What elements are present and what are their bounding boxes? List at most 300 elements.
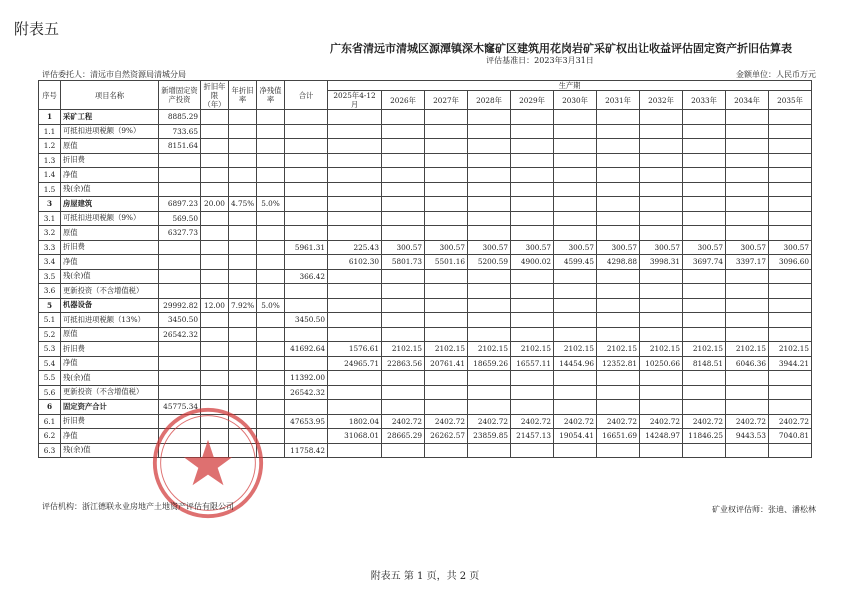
row-year-value [726, 385, 769, 400]
row-annual-rate [229, 153, 257, 168]
row-year-value [328, 124, 382, 139]
row-total [285, 139, 328, 154]
header-year: 2028年 [468, 91, 511, 110]
row-year-value: 2102.15 [597, 342, 640, 357]
row-dep-years [201, 313, 229, 328]
row-year-value: 20761.41 [425, 356, 468, 371]
row-year-value [726, 269, 769, 284]
row-year-value [640, 298, 683, 313]
table-row [39, 182, 812, 197]
row-dep-years [201, 400, 229, 415]
row-year-value [511, 110, 554, 125]
row-residual-rate [257, 255, 285, 270]
row-year-value [468, 371, 511, 386]
row-year-value [554, 400, 597, 415]
row-annual-rate [229, 443, 257, 458]
row-seq: 3.6 [39, 284, 61, 299]
table-row [39, 342, 812, 357]
row-year-value [425, 298, 468, 313]
row-residual-rate [257, 168, 285, 183]
row-seq: 3.5 [39, 269, 61, 284]
row-item-name: 原值 [61, 226, 159, 241]
row-year-value [554, 443, 597, 458]
row-year-value [425, 153, 468, 168]
row-year-value: 4900.02 [511, 255, 554, 270]
row-item-name: 残(余)值 [61, 269, 159, 284]
row-year-value [769, 385, 812, 400]
row-total [285, 153, 328, 168]
row-year-value [769, 371, 812, 386]
row-residual-rate [257, 153, 285, 168]
row-item-name: 折旧费 [61, 414, 159, 429]
header-new-investment: 新增固定资产投资 [159, 81, 201, 110]
row-year-value [769, 124, 812, 139]
row-year-value [468, 443, 511, 458]
row-seq: 1.4 [39, 168, 61, 183]
row-item-name: 原值 [61, 327, 159, 342]
row-item-name: 残(余)值 [61, 182, 159, 197]
row-total [285, 124, 328, 139]
row-year-value [726, 124, 769, 139]
row-year-value: 24965.71 [328, 356, 382, 371]
row-residual-rate [257, 327, 285, 342]
row-annual-rate [229, 182, 257, 197]
row-year-value [597, 385, 640, 400]
row-year-value [468, 139, 511, 154]
row-year-value: 3697.74 [683, 255, 726, 270]
row-year-value [554, 211, 597, 226]
table-row [39, 153, 812, 168]
row-item-name: 更新投资（不含增值税） [61, 385, 159, 400]
table-row [39, 284, 812, 299]
row-year-value [468, 168, 511, 183]
row-dep-years [201, 356, 229, 371]
row-year-value [640, 139, 683, 154]
header-seq: 序号 [39, 81, 61, 110]
row-year-value [683, 124, 726, 139]
row-year-value [468, 269, 511, 284]
row-year-value: 2402.72 [468, 414, 511, 429]
row-year-value [328, 110, 382, 125]
row-residual-rate [257, 240, 285, 255]
row-year-value [468, 226, 511, 241]
row-year-value [511, 284, 554, 299]
table-row [39, 414, 812, 429]
row-total [285, 211, 328, 226]
row-dep-years [201, 327, 229, 342]
table-row [39, 168, 812, 183]
row-year-value: 2402.72 [683, 414, 726, 429]
row-year-value: 300.57 [640, 240, 683, 255]
row-year-value: 2402.72 [597, 414, 640, 429]
row-year-value: 5501.16 [425, 255, 468, 270]
row-annual-rate [229, 313, 257, 328]
row-year-value [683, 385, 726, 400]
row-seq: 5.1 [39, 313, 61, 328]
row-annual-rate [229, 284, 257, 299]
row-year-value [597, 153, 640, 168]
row-dep-years [201, 153, 229, 168]
row-annual-rate [229, 124, 257, 139]
row-new-investment [159, 356, 201, 371]
row-item-name: 房屋建筑 [61, 197, 159, 212]
row-year-value [425, 168, 468, 183]
row-year-value: 10250.66 [640, 356, 683, 371]
header-year: 2032年 [640, 91, 683, 110]
row-dep-years [201, 385, 229, 400]
row-year-value [640, 400, 683, 415]
row-residual-rate [257, 429, 285, 444]
row-year-value [328, 400, 382, 415]
row-item-name: 可抵扣进项税额（13%） [61, 313, 159, 328]
row-year-value [511, 211, 554, 226]
row-year-value [554, 153, 597, 168]
table-body [39, 110, 812, 458]
header-year: 2025年4-12月 [328, 91, 382, 110]
row-year-value [328, 211, 382, 226]
header-year: 2035年 [769, 91, 812, 110]
row-year-value [683, 443, 726, 458]
row-year-value [769, 197, 812, 212]
row-year-value: 7040.81 [769, 429, 812, 444]
table-row [39, 211, 812, 226]
row-item-name: 净值 [61, 429, 159, 444]
row-year-value [769, 153, 812, 168]
row-year-value [769, 182, 812, 197]
row-total: 26542.32 [285, 385, 328, 400]
row-year-value [769, 400, 812, 415]
row-year-value [769, 298, 812, 313]
row-year-value [769, 284, 812, 299]
row-year-value [726, 226, 769, 241]
row-year-value [640, 153, 683, 168]
row-year-value [511, 371, 554, 386]
row-year-value [554, 371, 597, 386]
row-total: 5961.31 [285, 240, 328, 255]
row-new-investment [159, 443, 201, 458]
row-year-value: 21457.13 [511, 429, 554, 444]
row-year-value [683, 168, 726, 183]
header-year: 2031年 [597, 91, 640, 110]
header-year: 2034年 [726, 91, 769, 110]
row-year-value: 2102.15 [683, 342, 726, 357]
row-year-value: 300.57 [382, 240, 425, 255]
row-residual-rate [257, 139, 285, 154]
row-year-value [425, 385, 468, 400]
row-total: 11758.42 [285, 443, 328, 458]
table-row [39, 240, 812, 255]
row-new-investment [159, 168, 201, 183]
annex-label: 附表五 [14, 20, 60, 38]
table-row [39, 139, 812, 154]
row-year-value [382, 226, 425, 241]
row-item-name: 净值 [61, 356, 159, 371]
row-year-value [597, 400, 640, 415]
table-row [39, 269, 812, 284]
row-annual-rate [229, 255, 257, 270]
row-year-value [328, 385, 382, 400]
row-residual-rate [257, 110, 285, 125]
row-year-value [554, 182, 597, 197]
row-total [285, 182, 328, 197]
row-year-value [425, 226, 468, 241]
row-year-value [382, 182, 425, 197]
row-residual-rate [257, 385, 285, 400]
row-year-value [554, 327, 597, 342]
row-dep-years: 12.00 [201, 298, 229, 313]
header-annual-rate: 年折旧率 [229, 81, 257, 110]
row-year-value [468, 284, 511, 299]
row-annual-rate [229, 385, 257, 400]
row-year-value [511, 168, 554, 183]
header-year: 2026年 [382, 91, 425, 110]
row-item-name: 残(余)值 [61, 443, 159, 458]
row-seq: 3.2 [39, 226, 61, 241]
row-year-value [683, 153, 726, 168]
row-new-investment: 8885.29 [159, 110, 201, 125]
row-year-value [554, 385, 597, 400]
row-annual-rate [229, 226, 257, 241]
row-year-value: 8148.51 [683, 356, 726, 371]
row-item-name: 残(余)值 [61, 371, 159, 386]
row-year-value: 26262.57 [425, 429, 468, 444]
row-dep-years [201, 342, 229, 357]
row-year-value [683, 269, 726, 284]
row-year-value [511, 400, 554, 415]
row-year-value [769, 110, 812, 125]
row-year-value: 2102.15 [640, 342, 683, 357]
row-year-value [382, 153, 425, 168]
row-residual-rate [257, 182, 285, 197]
row-residual-rate [257, 371, 285, 386]
row-new-investment: 3450.50 [159, 313, 201, 328]
row-annual-rate [229, 400, 257, 415]
row-annual-rate [229, 414, 257, 429]
row-year-value [328, 226, 382, 241]
row-year-value [726, 298, 769, 313]
row-year-value [597, 226, 640, 241]
row-year-value [328, 371, 382, 386]
row-year-value [769, 313, 812, 328]
row-residual-rate [257, 342, 285, 357]
row-year-value: 300.57 [683, 240, 726, 255]
row-total: 3450.50 [285, 313, 328, 328]
row-annual-rate [229, 269, 257, 284]
header-year: 2030年 [554, 91, 597, 110]
table-row [39, 313, 812, 328]
row-year-value [769, 139, 812, 154]
row-year-value [597, 371, 640, 386]
table-row [39, 385, 812, 400]
table-row [39, 298, 812, 313]
depreciation-table [38, 80, 812, 458]
row-total [285, 400, 328, 415]
row-year-value [425, 284, 468, 299]
row-year-value: 4599.45 [554, 255, 597, 270]
row-year-value: 2102.15 [382, 342, 425, 357]
row-year-value [328, 139, 382, 154]
row-year-value [511, 226, 554, 241]
row-year-value [382, 313, 425, 328]
row-year-value [640, 124, 683, 139]
client-label: 评估委托人：清远市自然资源局清城分局 [42, 70, 186, 79]
row-dep-years [201, 124, 229, 139]
row-year-value: 2102.15 [511, 342, 554, 357]
row-new-investment [159, 269, 201, 284]
appraisers: 矿业权评估师：张迪、潘松林 [712, 505, 816, 514]
row-annual-rate [229, 327, 257, 342]
row-year-value [683, 110, 726, 125]
header-item: 项目名称 [61, 81, 159, 110]
row-annual-rate [229, 356, 257, 371]
row-year-value: 2102.15 [468, 342, 511, 357]
row-year-value [726, 182, 769, 197]
row-item-name: 可抵扣进项税额（9%） [61, 124, 159, 139]
row-total [285, 298, 328, 313]
row-new-investment [159, 153, 201, 168]
row-year-value [511, 313, 554, 328]
row-year-value [511, 197, 554, 212]
table-row [39, 226, 812, 241]
row-year-value [425, 443, 468, 458]
header-year: 2029年 [511, 91, 554, 110]
row-year-value [468, 385, 511, 400]
table-row [39, 356, 812, 371]
row-new-investment [159, 385, 201, 400]
row-year-value [382, 211, 425, 226]
row-year-value [382, 139, 425, 154]
appraiser-org: 评估机构：浙江德联永业房地产土地资产评估有限公司 [42, 502, 234, 511]
row-year-value: 23859.85 [468, 429, 511, 444]
table-row [39, 443, 812, 458]
row-new-investment: 45775.34 [159, 400, 201, 415]
row-year-value [468, 110, 511, 125]
row-total: 11392.00 [285, 371, 328, 386]
row-year-value [425, 139, 468, 154]
row-new-investment [159, 429, 201, 444]
row-seq: 6.2 [39, 429, 61, 444]
row-total [285, 356, 328, 371]
row-year-value [726, 139, 769, 154]
row-total [285, 110, 328, 125]
row-year-value [511, 139, 554, 154]
row-year-value [382, 284, 425, 299]
row-year-value [468, 298, 511, 313]
row-item-name: 原值 [61, 139, 159, 154]
row-total [285, 255, 328, 270]
row-year-value [726, 168, 769, 183]
row-year-value [328, 153, 382, 168]
row-year-value [554, 313, 597, 328]
row-year-value: 11846.25 [683, 429, 726, 444]
row-new-investment: 29992.82 [159, 298, 201, 313]
row-year-value: 14454.96 [554, 356, 597, 371]
row-residual-rate [257, 356, 285, 371]
row-year-value [382, 385, 425, 400]
row-new-investment [159, 255, 201, 270]
row-new-investment: 733.65 [159, 124, 201, 139]
row-year-value [328, 197, 382, 212]
row-year-value [511, 153, 554, 168]
row-total [285, 168, 328, 183]
row-item-name: 采矿工程 [61, 110, 159, 125]
row-year-value [382, 400, 425, 415]
row-year-value [597, 168, 640, 183]
row-year-value [468, 153, 511, 168]
row-year-value [382, 197, 425, 212]
row-total [285, 284, 328, 299]
row-year-value [554, 124, 597, 139]
row-year-value [683, 298, 726, 313]
row-year-value: 18659.26 [468, 356, 511, 371]
row-year-value [468, 182, 511, 197]
row-year-value: 300.57 [425, 240, 468, 255]
row-year-value [640, 110, 683, 125]
header-production-period: 生产期 [328, 81, 812, 91]
row-year-value [382, 168, 425, 183]
row-item-name: 净值 [61, 255, 159, 270]
row-total: 366.42 [285, 269, 328, 284]
row-year-value: 2102.15 [554, 342, 597, 357]
row-new-investment [159, 371, 201, 386]
row-year-value [425, 327, 468, 342]
row-year-value [597, 110, 640, 125]
row-year-value [382, 269, 425, 284]
row-seq: 1 [39, 110, 61, 125]
row-year-value: 2102.15 [769, 342, 812, 357]
row-seq: 5 [39, 298, 61, 313]
row-annual-rate [229, 168, 257, 183]
row-year-value [597, 182, 640, 197]
row-residual-rate [257, 443, 285, 458]
row-seq: 3.1 [39, 211, 61, 226]
row-year-value [683, 182, 726, 197]
row-year-value [726, 443, 769, 458]
row-item-name: 折旧费 [61, 342, 159, 357]
row-year-value [425, 182, 468, 197]
row-year-value: 31068.01 [328, 429, 382, 444]
row-year-value [640, 385, 683, 400]
row-year-value [683, 197, 726, 212]
row-year-value [328, 284, 382, 299]
row-year-value [328, 168, 382, 183]
row-year-value: 16651.69 [597, 429, 640, 444]
row-year-value: 2402.72 [726, 414, 769, 429]
row-item-name: 净值 [61, 168, 159, 183]
row-year-value: 3397.17 [726, 255, 769, 270]
row-new-investment: 6327.73 [159, 226, 201, 241]
row-year-value [425, 269, 468, 284]
row-year-value: 3998.31 [640, 255, 683, 270]
row-seq: 1.5 [39, 182, 61, 197]
row-year-value [726, 284, 769, 299]
row-dep-years [201, 255, 229, 270]
row-year-value [640, 168, 683, 183]
row-year-value: 1576.61 [328, 342, 382, 357]
row-year-value [328, 298, 382, 313]
row-year-value [769, 327, 812, 342]
row-dep-years [201, 284, 229, 299]
row-year-value: 28665.29 [382, 429, 425, 444]
table-row [39, 371, 812, 386]
row-year-value [554, 284, 597, 299]
row-seq: 5.3 [39, 342, 61, 357]
currency-unit: 金额单位：人民币万元 [736, 70, 816, 79]
row-new-investment [159, 342, 201, 357]
row-year-value [511, 327, 554, 342]
row-dep-years [201, 429, 229, 444]
row-year-value [425, 400, 468, 415]
